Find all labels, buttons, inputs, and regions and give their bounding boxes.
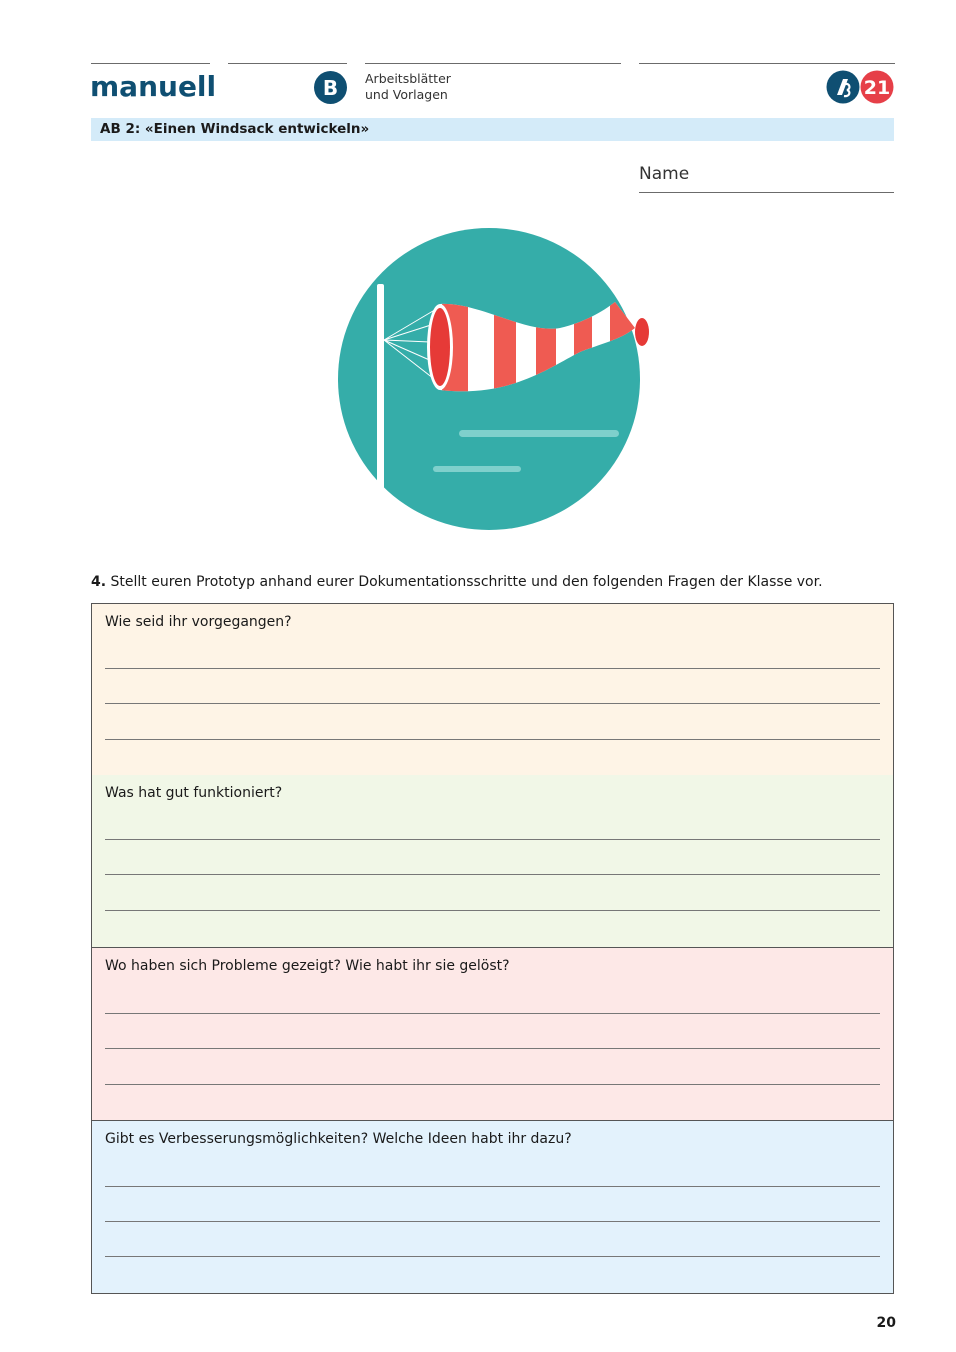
answer-line[interactable] [105, 1256, 880, 1257]
task-number: 4. [91, 574, 107, 590]
document-type-line-1: Arbeitsblätter [365, 71, 451, 86]
wind-line-1 [459, 430, 619, 437]
answer-line[interactable] [105, 839, 880, 840]
answer-line[interactable] [105, 1084, 880, 1085]
answer-line[interactable] [105, 1186, 880, 1187]
name-input-line[interactable] [639, 192, 894, 193]
document-type-line-2: und Vorlagen [365, 87, 448, 102]
header-rule-1 [91, 63, 210, 64]
answer-line[interactable] [105, 739, 880, 740]
answer-line[interactable] [105, 874, 880, 875]
question-box-problems [91, 947, 894, 1121]
answer-line[interactable] [105, 1013, 880, 1014]
brand-logo: manuell [90, 70, 217, 103]
worksheet-title-bar [91, 118, 894, 141]
windsock-opening [430, 308, 450, 386]
task-instruction [91, 574, 823, 590]
worksheet-title: AB 2: «Einen Windsack entwickeln» [100, 121, 370, 137]
answer-line[interactable] [105, 668, 880, 669]
header-rule-3 [365, 63, 621, 64]
windsock-illustration [330, 222, 650, 544]
name-label: Name [639, 164, 690, 184]
answer-line[interactable] [105, 910, 880, 911]
question-text: Gibt es Verbesserungsmöglichkeiten? Welche Ideen habt ihr dazu? [105, 1131, 572, 1147]
question-text: Wo haben sich Probleme gezeigt? Wie habt ihr sie gelöst? [105, 958, 510, 974]
header-rule-4 [639, 63, 895, 64]
section-badge: B [314, 71, 347, 104]
logo-number: 21 [863, 77, 891, 99]
question-box-success [91, 775, 894, 948]
question-text: Was hat gut funktioniert? [105, 785, 283, 801]
header-rule-2 [228, 63, 347, 64]
windsock-tail [635, 318, 649, 346]
answer-line[interactable] [105, 1221, 880, 1222]
task-text: Stellt euren Prototyp anhand eurer Dokumentationsschritte und den folgenden Fragen der Klasse vor. [110, 574, 823, 590]
lehrplan21-logo-icon [826, 70, 896, 104]
page-number: 20 [876, 1315, 896, 1331]
document-type [365, 71, 451, 103]
question-box-improvements [91, 1120, 894, 1294]
question-box-approach [91, 603, 894, 776]
answer-line[interactable] [105, 703, 880, 704]
windsock-pole [377, 284, 384, 496]
answer-line[interactable] [105, 1048, 880, 1049]
question-text: Wie seid ihr vorgegangen? [105, 614, 292, 630]
lehrplan21-logo [826, 70, 896, 104]
wind-line-2 [433, 466, 521, 472]
